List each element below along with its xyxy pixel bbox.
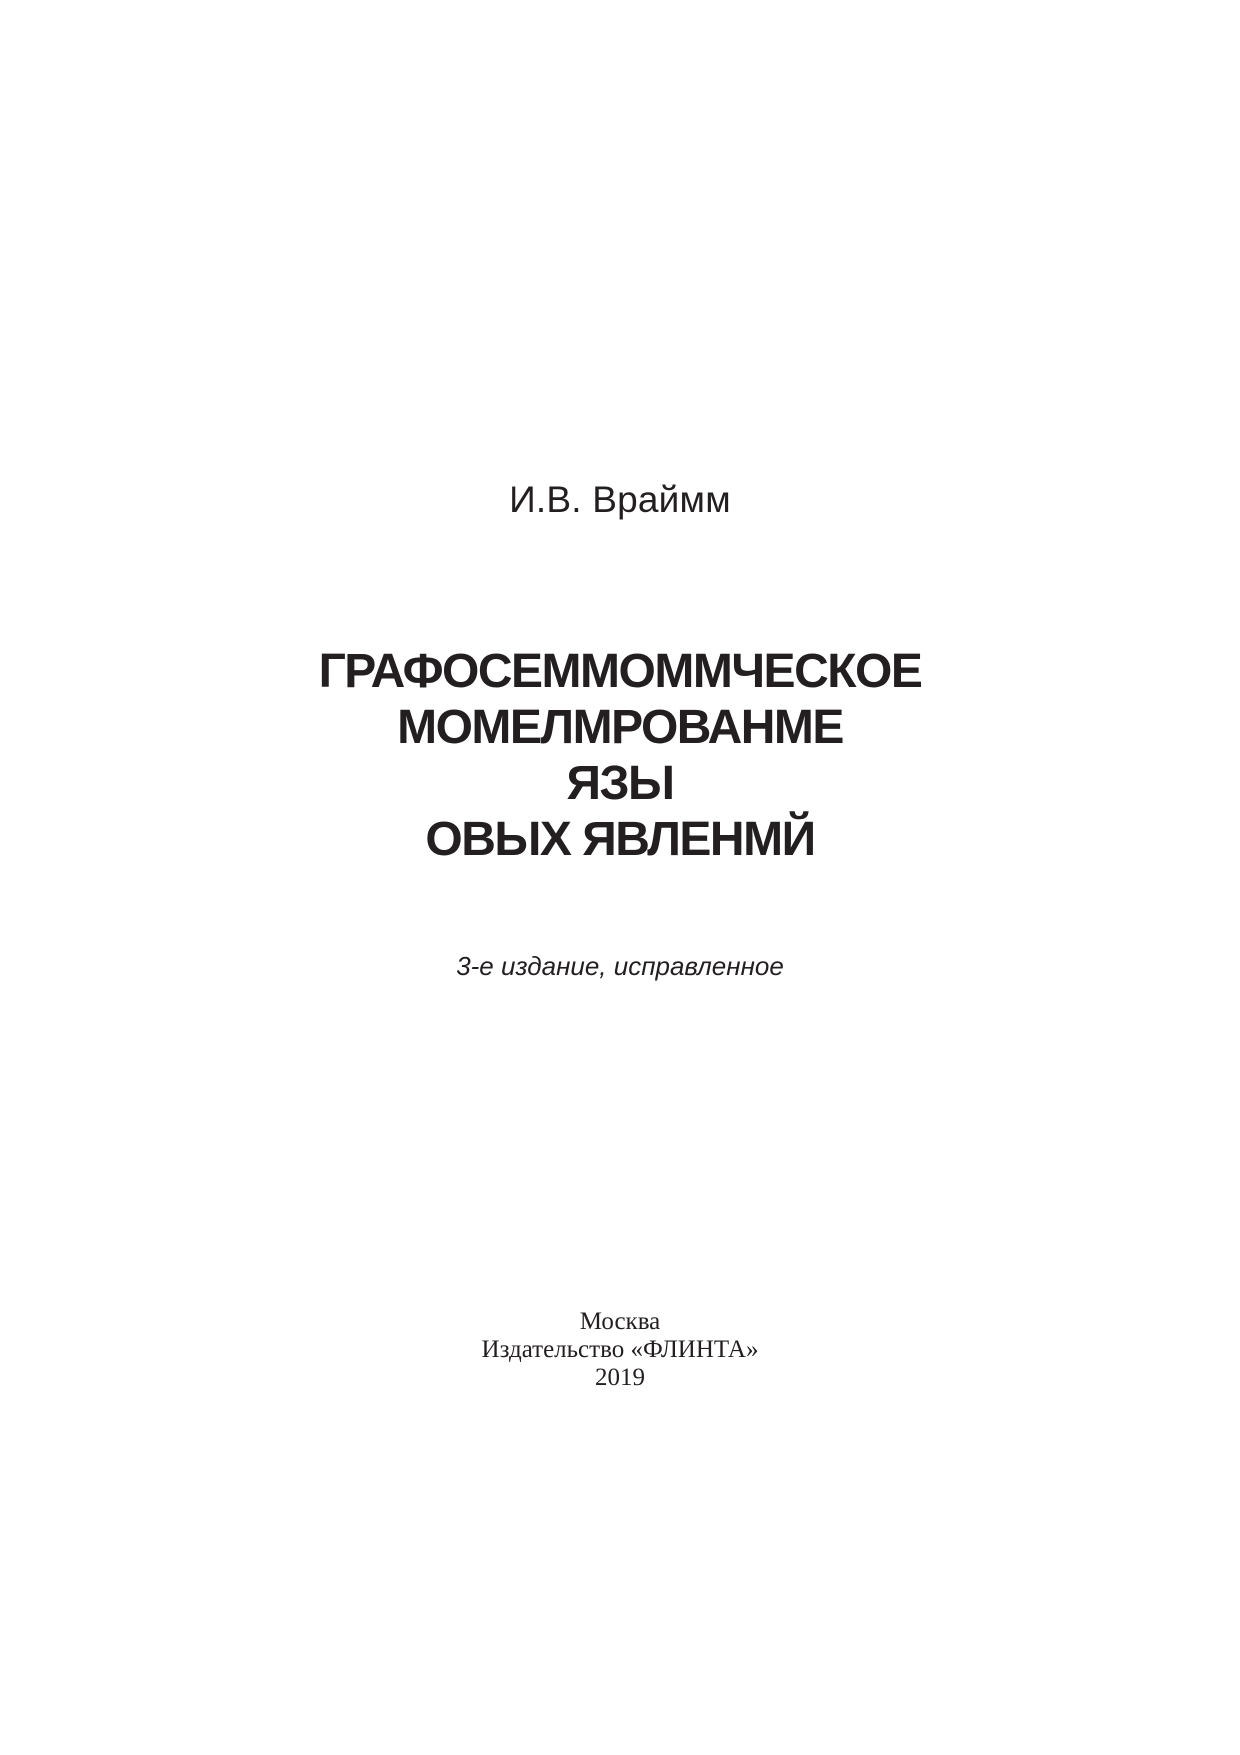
imprint-publisher: Издательство «ФЛИНТА» bbox=[481, 1336, 759, 1363]
imprint-city: Москва bbox=[579, 1308, 661, 1335]
title-line-3: ЯЗЫ bbox=[566, 757, 674, 810]
title-line-2: МОМЕЛМРОВАНМЕ bbox=[397, 701, 843, 754]
edition-note: 3-е издание, исправленное bbox=[456, 951, 784, 981]
title-line-4: ОВЫХ ЯВЛЕНМЙ bbox=[425, 813, 815, 866]
imprint-year: 2019 bbox=[595, 1364, 645, 1391]
title-line-1: ГРАФОСЕММОММЧЕСКОЕ bbox=[318, 645, 922, 698]
book-title bbox=[0, 644, 1240, 868]
imprint bbox=[0, 1308, 1240, 1392]
author-name: И.В. Враймм bbox=[509, 479, 731, 520]
